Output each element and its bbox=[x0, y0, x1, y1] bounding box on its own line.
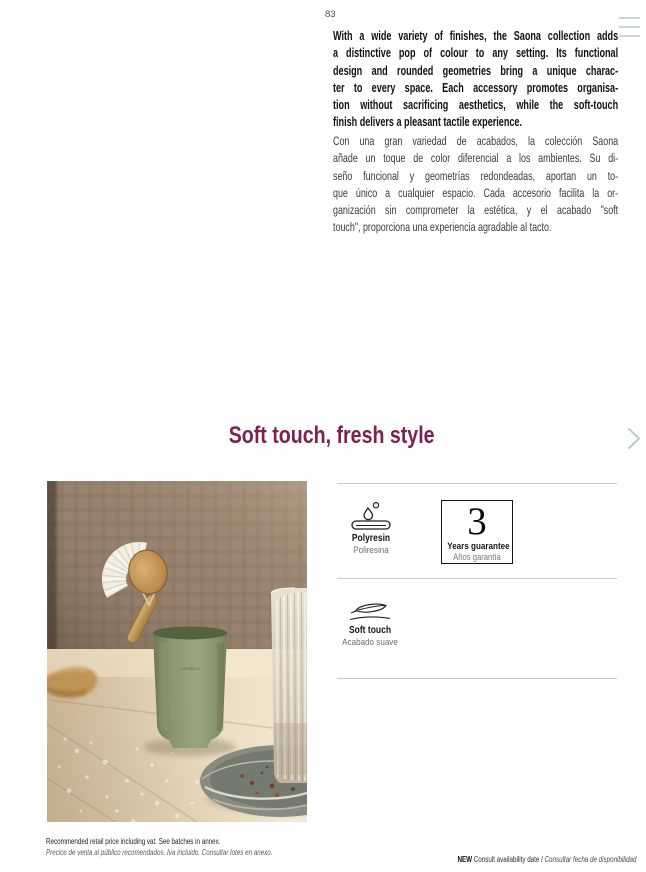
intro-en-line: ter to every space. Each accessory promotes organisa- bbox=[333, 80, 619, 95]
intro-en-line: design and rounded geometries bring a unique charac- bbox=[333, 63, 619, 78]
feature-subtitle: Poliresina bbox=[353, 545, 389, 556]
intro-es-line: touch", proporciona una experiencia agradable al tacto. bbox=[333, 220, 552, 235]
availability-es: Consultar fecha de disponibilidad bbox=[544, 855, 636, 864]
guarantee-badge bbox=[441, 500, 513, 564]
intro-en-line: a distinctive pop of colour to any setting. Its functional bbox=[333, 46, 619, 61]
intro-es-line: Con una gran variedad de acabados, la colección Saona bbox=[333, 134, 619, 148]
new-badge: NEW bbox=[457, 855, 472, 864]
chevron-right-icon[interactable] bbox=[627, 427, 642, 451]
feature-title: Polyresin bbox=[351, 533, 391, 544]
intro-es-line: que único a cualquier espacio. Cada accesorio facilita la or- bbox=[333, 185, 619, 200]
hamburger-menu-icon[interactable] bbox=[619, 17, 640, 38]
photo-vignette bbox=[47, 481, 307, 822]
feature-soft-touch bbox=[330, 625, 410, 649]
price-note bbox=[46, 836, 336, 858]
guarantee-title: Years guarantee bbox=[447, 541, 510, 552]
availability-note bbox=[407, 849, 636, 867]
intro-en-line: finish delivers a pleasant tactile experience. bbox=[333, 115, 522, 130]
divider bbox=[337, 483, 617, 484]
resin-tray-droplets-icon bbox=[349, 501, 393, 532]
intro-en-line: With a wide variety of finishes, the Saona collection adds bbox=[333, 29, 619, 43]
product-photo bbox=[47, 481, 307, 822]
price-note-es: Precios de venta al público recomendados. Iva incluido. Consultar lotes en anexo. bbox=[46, 848, 273, 857]
feather-icon bbox=[348, 600, 392, 623]
availability-en: Consult availability date / bbox=[473, 855, 545, 864]
feature-title: Soft touch bbox=[348, 625, 392, 636]
intro-en-line: tion without sacrificing aesthetics, while the soft-touch bbox=[333, 98, 619, 113]
feature-polyresin bbox=[331, 533, 411, 557]
divider bbox=[337, 678, 617, 679]
intro-es-line: añade un toque de color diferencial a los ambientes. Su di- bbox=[333, 151, 619, 166]
intro-paragraph-en bbox=[333, 28, 618, 132]
feature-subtitle: Acabado suave bbox=[342, 637, 398, 648]
guarantee-years: 3 bbox=[467, 500, 487, 543]
intro-es-line: ganización sin comprometer la estética, y el acabado "soft bbox=[333, 203, 619, 218]
divider bbox=[337, 578, 617, 579]
page-number: 83 bbox=[325, 9, 336, 20]
intro-paragraph-es bbox=[333, 133, 618, 237]
section-headline: Soft touch, fresh style bbox=[228, 422, 435, 449]
price-note-en: Recommended retail price including vat. See batches in annex. bbox=[46, 837, 221, 846]
intro-es-line: seño funcional y geometrías redondeadas, aportan un to- bbox=[333, 168, 619, 183]
guarantee-subtitle: Años garantía bbox=[453, 552, 501, 562]
